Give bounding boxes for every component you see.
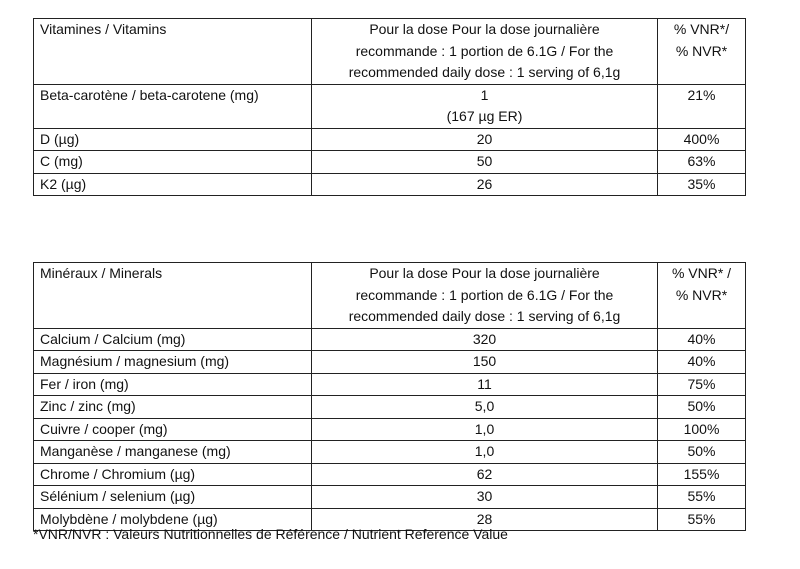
nutrient-dose: 50 [312, 151, 658, 174]
nutrient-dose [312, 84, 658, 128]
table-row [34, 486, 746, 509]
header-dose-line: recommande : 1 portion de 6.1G / For the [355, 42, 614, 59]
table-row [34, 373, 746, 396]
minerals-header-row [34, 263, 746, 329]
nutrient-pct: 21% [658, 84, 746, 128]
nutrient-dose: 150 [312, 351, 658, 374]
table-row [34, 84, 746, 128]
header-pct-line: % VNR* / [671, 265, 732, 281]
nutrient-name: Chrome / Chromium (µg) [34, 463, 312, 486]
nutrient-pct: 55% [658, 486, 746, 509]
nutrient-pct: 400% [658, 128, 746, 151]
table-row [34, 128, 746, 151]
nutrient-dose: 1,0 [312, 418, 658, 441]
nutrient-pct: 35% [658, 173, 746, 196]
minerals-header-name: Minéraux / Minerals [34, 263, 312, 329]
nutrient-pct: 155% [658, 463, 746, 486]
table-row [34, 351, 746, 374]
nutrient-name: D (µg) [34, 128, 312, 151]
nutrient-pct: 40% [658, 351, 746, 374]
nutrient-name: Calcium / Calcium (mg) [34, 328, 312, 351]
nutrient-dose: 28 [312, 508, 658, 531]
vitamins-header-pct [658, 19, 746, 85]
minerals-header-dose [312, 263, 658, 329]
minerals-header-pct [658, 263, 746, 329]
dose-extra: (167 µg ER) [446, 108, 523, 124]
vitamins-header-dose [312, 19, 658, 85]
header-dose-line: Pour la dose Pour la dose journalière [369, 21, 600, 37]
minerals-table [33, 262, 746, 531]
nutrient-name: C (mg) [34, 151, 312, 174]
table-row [34, 328, 746, 351]
nutrient-dose: 320 [312, 328, 658, 351]
table-row [34, 418, 746, 441]
header-pct-line: % NVR* [675, 286, 728, 303]
vitamins-header-name: Vitamines / Vitamins [34, 19, 312, 85]
nutrient-dose: 5,0 [312, 396, 658, 419]
nutrient-pct: 75% [658, 373, 746, 396]
header-dose-line: Pour la dose Pour la dose journalière [369, 265, 600, 281]
nutrient-dose: 26 [312, 173, 658, 196]
nutrient-name: Cuivre / cooper (mg) [34, 418, 312, 441]
nutrient-name: Zinc / zinc (mg) [34, 396, 312, 419]
nutrient-name: Magnésium / magnesium (mg) [34, 351, 312, 374]
nutrient-dose: 11 [312, 373, 658, 396]
table-row [34, 441, 746, 464]
table-row [34, 173, 746, 196]
header-dose-line: recommended daily dose : 1 serving of 6,1g [348, 308, 621, 324]
footnote: *VNR/NVR : Valeurs Nutritionnelles de Référence / Nutrient Reference Value [33, 526, 508, 542]
header-dose-line: recommended daily dose : 1 serving of 6,1g [348, 64, 621, 80]
dose-value: 1 [480, 86, 489, 103]
table-row [34, 463, 746, 486]
vitamins-header-row [34, 19, 746, 85]
table-row [34, 396, 746, 419]
nutrient-name: Sélénium / selenium (µg) [34, 486, 312, 509]
nutrient-name: Molybdène / molybdene (µg) [34, 508, 312, 531]
nutrient-dose: 1,0 [312, 441, 658, 464]
nutrient-name: Fer / iron (mg) [34, 373, 312, 396]
nutrient-dose: 20 [312, 128, 658, 151]
header-dose-line: recommande : 1 portion de 6.1G / For the [355, 286, 614, 303]
nutrient-pct: 40% [658, 328, 746, 351]
nutrient-pct: 63% [658, 151, 746, 174]
nutrient-name: Beta-carotène / beta-carotene (mg) [34, 84, 312, 128]
header-pct-line: % NVR* [675, 42, 728, 59]
nutrient-name: Manganèse / manganese (mg) [34, 441, 312, 464]
nutrient-dose: 30 [312, 486, 658, 509]
nutrient-dose: 62 [312, 463, 658, 486]
nutrient-pct: 50% [658, 396, 746, 419]
nutrient-pct: 100% [658, 418, 746, 441]
nutrient-pct: 50% [658, 441, 746, 464]
vitamins-table [33, 18, 746, 196]
header-pct-line: % VNR*/ [673, 21, 730, 37]
table-row [34, 151, 746, 174]
nutrient-name: K2 (µg) [34, 173, 312, 196]
nutrient-pct: 55% [658, 508, 746, 531]
